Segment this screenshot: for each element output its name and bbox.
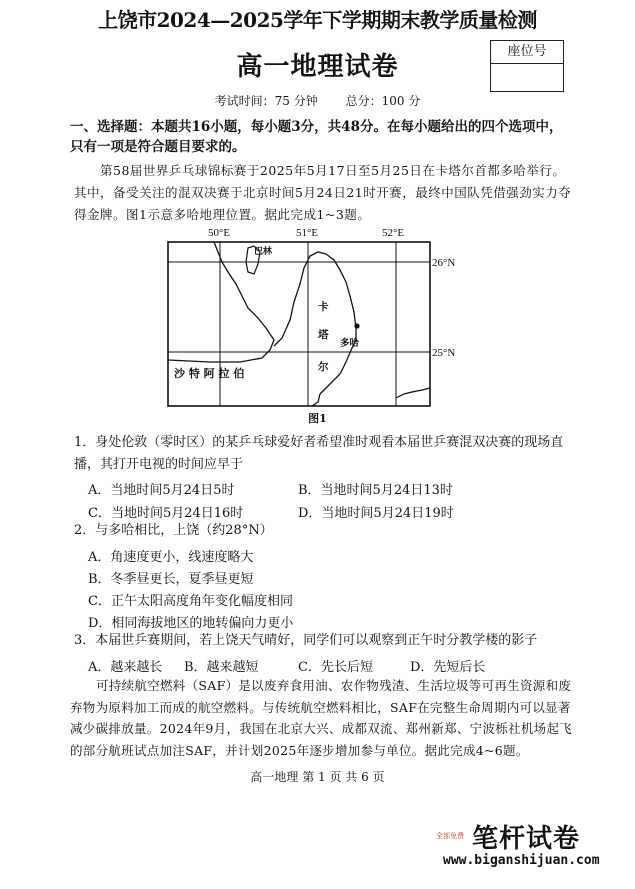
q1-option-c: C．当地时间5月24日16时 [88,506,244,521]
q3-option-a: A．越来越长 [88,660,163,675]
q2-option-d: D．相同海拔地区的地转偏向力更小 [88,616,294,631]
saf-passage: 可持续航空燃料（SAF）是以废弃食用油、农作物残渣、生活垃圾等可再生资源和废弃物为原料加工而成的航空燃料。与传统航空燃料相比，SAF在完整生命周期内可以显著减少碳排放量。2024年9月，我国在北京大兴、成都双流、郑州新郑、宁波栎社机场起飞的部分航班试点加注SAF，并计划2025年逐步增加参与单位。据此完成4~6题。 [70,678,573,758]
figure-caption: 图1 [308,412,327,425]
exam-main-title: 高一地理试卷 [236,52,399,82]
question-1-stem: 1．身处伦敦（零时区）的某乒乓球爱好者希望准时观看本届世乒赛混双决赛的现场直播，其打开电视的时间应早于 [74,435,564,472]
lat-label-26: 26°N [432,257,456,269]
doha-point [354,323,359,328]
lon-label-51: 51°E [296,227,319,239]
lat-label-25: 25°N [432,347,456,359]
q2-option-b: B．冬季昼更长，夏季昼更短 [88,572,254,587]
q3-option-d: D．先短后长 [410,660,486,675]
lon-label-52: 52°E [382,227,405,239]
map-frame [168,242,430,406]
q2-option-c: C．正午太阳高度角年变化幅度相同 [88,594,293,609]
lon-label-50: 50°E [208,227,231,239]
watermark-url[interactable]: www.biganshijuan.com [443,853,600,868]
q3-option-b: B．越来越短 [184,660,259,675]
bahrain-label: 巴林 [254,247,273,257]
seat-number-box [490,40,564,92]
qatar-peninsula [274,252,356,406]
saudi-label: 沙 特 阿 拉 伯 [174,367,245,380]
doha-label: 多哈 [340,338,360,349]
q1-option-b: B．当地时间5月24日13时 [298,483,453,498]
qatar-label-2: 塔 [318,329,329,341]
exam-time: 考试时间：75 分钟 [214,94,318,108]
page-footer: 高一地理 第 1 页 共 6 页 [250,770,385,784]
intro-passage: 第58届世界乒乓球锦标赛于2025年5月17日至5月25日在卡塔尔首都多哈举行。其中，备受关注的混双决赛于北京时间5月24日21时开赛，最终中国队凭借强劲实力夺得金牌。图1示意多哈地理位置。据此完成1~3题。 [74,163,572,222]
q1-option-d: D．当地时间5月24日19时 [298,506,454,521]
exam-top-title: 上饶市2024—2025学年下学期期末教学质量检测 [98,8,537,32]
watermark-title: 笔杆试卷 [472,824,581,854]
seat-number-label: 座位号 [491,41,563,64]
q2-option-a: A．角速度更小，线速度略大 [88,550,254,565]
q3-option-c: C．先长后短 [298,660,373,675]
doha-location-map [150,222,480,422]
section-heading: 一、选择题：本题共16小题，每小题3分，共48分。在每小题给出的四个选项中，只有一项是符合题目要求的。 [70,119,563,155]
qatar-label-1: 卡 [318,301,329,313]
total-score: 总分：100 分 [345,94,421,108]
watermark-free-tag: 全部免费 [436,832,464,840]
question-3-stem: 3．本届世乒赛期间，若上饶天气晴好，同学们可以观察到正午时分教学楼的影子 [74,633,538,648]
q1-option-a: A．当地时间5月24日5时 [88,483,235,498]
exam-info [0,92,635,109]
qatar-label-3: 尔 [318,361,329,373]
question-2-stem: 2．与多哈相比，上饶（约28°N） [74,523,273,538]
uae-coastline [396,388,430,398]
